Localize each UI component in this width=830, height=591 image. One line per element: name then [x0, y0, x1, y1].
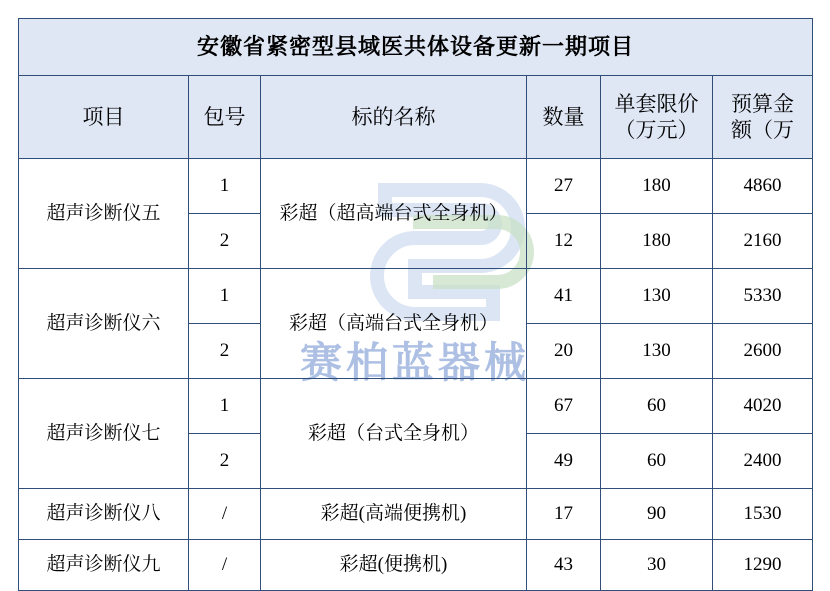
column-header-budget-line1: 预算金 — [731, 91, 795, 116]
cell-budget: 5330 — [713, 269, 813, 324]
table-container — [18, 18, 812, 591]
cell-name: 彩超（台式全身机） — [261, 379, 527, 489]
cell-quantity: 41 — [527, 269, 601, 324]
cell-budget: 4860 — [713, 159, 813, 214]
table-title-row — [19, 19, 813, 76]
table-row — [19, 540, 813, 591]
column-header-budget — [713, 76, 813, 159]
column-header-unit-price — [601, 76, 713, 159]
cell-package: 2 — [189, 214, 261, 269]
column-header-name: 标的名称 — [261, 76, 527, 159]
cell-quantity: 49 — [527, 434, 601, 489]
cell-unit-price: 60 — [601, 434, 713, 489]
cell-quantity: 20 — [527, 324, 601, 379]
cell-budget: 1530 — [713, 489, 813, 540]
column-header-package: 包号 — [189, 76, 261, 159]
cell-name: 彩超（超高端台式全身机） — [261, 159, 527, 269]
equipment-table — [18, 18, 813, 591]
cell-budget: 4020 — [713, 379, 813, 434]
table-row — [19, 489, 813, 540]
table-row — [19, 269, 813, 324]
cell-name: 彩超(高端便携机) — [261, 489, 527, 540]
cell-project: 超声诊断仪八 — [19, 489, 189, 540]
cell-package: 2 — [189, 434, 261, 489]
cell-quantity: 43 — [527, 540, 601, 591]
cell-budget: 2160 — [713, 214, 813, 269]
cell-name: 彩超(便携机) — [261, 540, 527, 591]
cell-package: 1 — [189, 159, 261, 214]
table-row — [19, 159, 813, 214]
cell-project: 超声诊断仪五 — [19, 159, 189, 269]
column-header-budget-line2: 额（万 — [731, 118, 795, 142]
cell-quantity: 17 — [527, 489, 601, 540]
cell-unit-price: 180 — [601, 159, 713, 214]
cell-unit-price: 60 — [601, 379, 713, 434]
watermark-text: 赛柏蓝器械 — [299, 341, 530, 387]
cell-project: 超声诊断仪九 — [19, 540, 189, 591]
column-header-quantity: 数量 — [527, 76, 601, 159]
cell-package: 2 — [189, 324, 261, 379]
cell-unit-price: 180 — [601, 214, 713, 269]
page-title: 安徽省紧密型县域医共体设备更新一期项目 — [19, 19, 813, 76]
column-header-project: 项目 — [19, 76, 189, 159]
cell-project: 超声诊断仪六 — [19, 269, 189, 379]
cell-unit-price: 30 — [601, 540, 713, 591]
cell-name: 彩超（高端台式全身机） — [261, 269, 527, 379]
cell-quantity: 67 — [527, 379, 601, 434]
table-row — [19, 379, 813, 434]
column-header-unit-price-line1: 单套限价 — [614, 91, 699, 116]
cell-budget: 2600 — [713, 324, 813, 379]
cell-package: / — [189, 540, 261, 591]
cell-quantity: 12 — [527, 214, 601, 269]
cell-unit-price: 130 — [601, 269, 713, 324]
cell-package: 1 — [189, 379, 261, 434]
column-header-unit-price-line2: （万元） — [614, 118, 699, 142]
cell-budget: 1290 — [713, 540, 813, 591]
table-header-row — [19, 76, 813, 159]
cell-budget: 2400 — [713, 434, 813, 489]
cell-package: / — [189, 489, 261, 540]
cell-project: 超声诊断仪七 — [19, 379, 189, 489]
cell-unit-price: 130 — [601, 324, 713, 379]
cell-unit-price: 90 — [601, 489, 713, 540]
cell-quantity: 27 — [527, 159, 601, 214]
cell-package: 1 — [189, 269, 261, 324]
